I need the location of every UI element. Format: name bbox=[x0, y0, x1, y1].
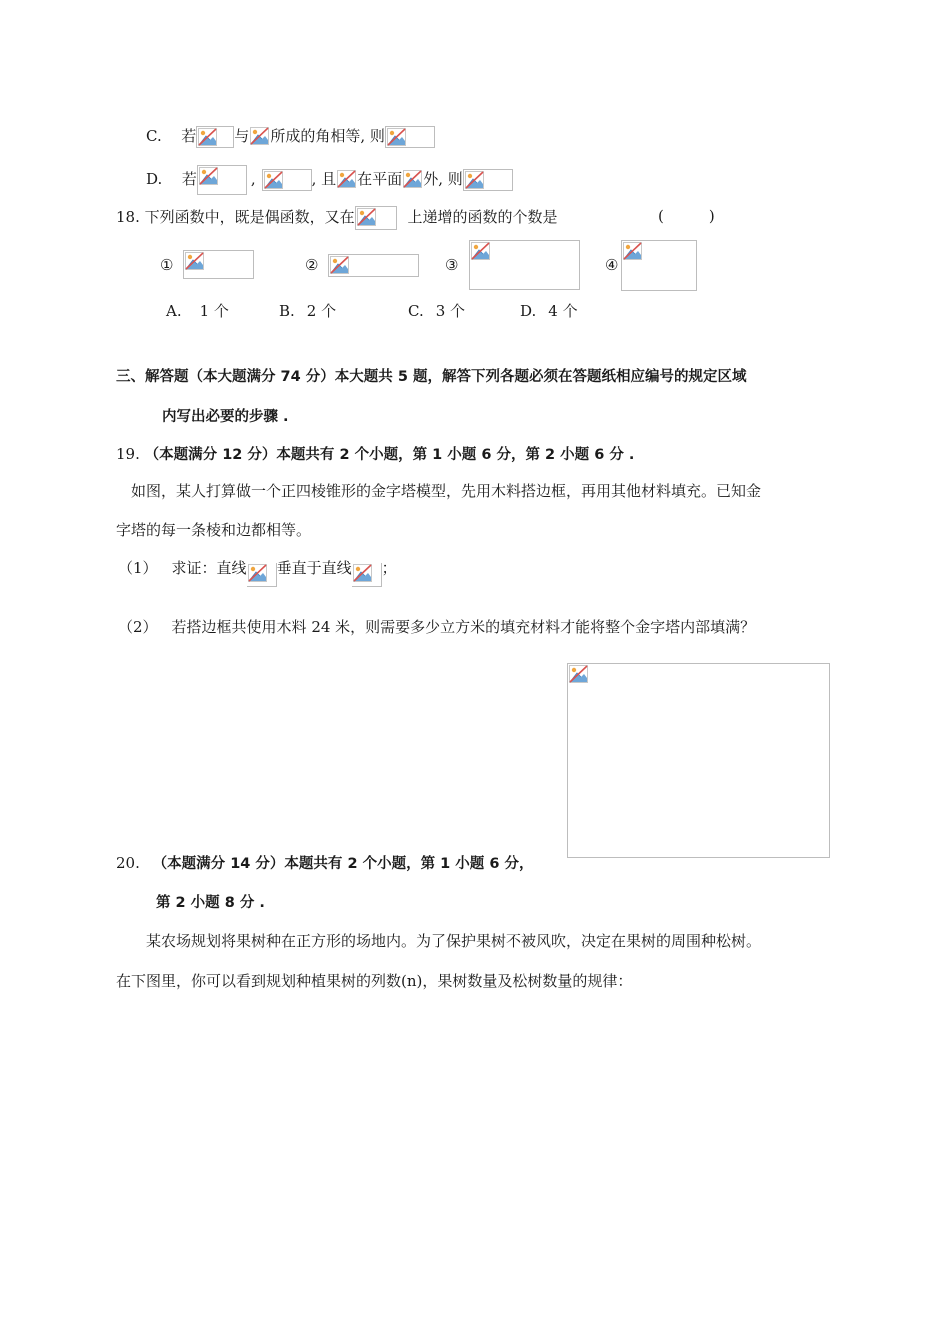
option-label: D. bbox=[146, 170, 163, 188]
part-1 bbox=[118, 557, 397, 581]
text: 上递增的函数的个数是 bbox=[407, 208, 558, 226]
text: 若搭边框共使用木料 24 米，则需要多少立方米的填充材料才能将整个金字塔内部填满？ bbox=[171, 618, 756, 636]
broken-image-icon bbox=[197, 165, 247, 195]
item-3-marker: ③ bbox=[445, 256, 459, 274]
text: , bbox=[250, 170, 256, 188]
text: 与 bbox=[234, 127, 250, 145]
part-label: （2） bbox=[118, 618, 158, 636]
text: 求证：直线 bbox=[171, 559, 247, 577]
question-19-para-cont: 字塔的每一条棱和边都相等。 bbox=[116, 521, 312, 539]
choice-d bbox=[520, 301, 578, 321]
choice-c bbox=[408, 301, 465, 321]
question-number: 20. bbox=[116, 854, 140, 872]
broken-image-icon bbox=[385, 126, 435, 148]
question-20-header bbox=[116, 853, 533, 874]
choice-text: 4 个 bbox=[548, 302, 578, 320]
choice-a bbox=[166, 301, 229, 321]
section-heading: 三、解答题（本大题满分 74 分）本大题共 5 题，解答下列各题必须在答题纸相应编号的规定区域 bbox=[116, 369, 747, 385]
pyramid-figure-image bbox=[567, 663, 830, 858]
choice-label: B. bbox=[279, 302, 295, 320]
choice-text: 2 个 bbox=[306, 302, 337, 320]
choice-label: A. bbox=[166, 302, 182, 320]
option-d-row bbox=[146, 165, 513, 195]
section-heading-cont: 内写出必要的步骤 . bbox=[162, 409, 289, 425]
choice-label: C. bbox=[408, 302, 424, 320]
broken-image-icon bbox=[621, 240, 697, 291]
question-header: （本题满分 14 分）本题共有 2 个小题，第 1 小题 6 分， bbox=[152, 856, 534, 872]
question-19-header bbox=[116, 444, 634, 465]
question-20-para-cont: 在下图里，你可以看到规划种植果树的列数(n)，果树数量及松树数量的规律： bbox=[116, 972, 633, 990]
broken-image-icon bbox=[402, 169, 423, 191]
item-4-marker: ④ bbox=[605, 256, 619, 274]
question-19-para: 如图，某人打算做一个正四棱锥形的金字塔模型，先用木料搭边框，再用其他材料填充。已知金 bbox=[131, 482, 762, 500]
text: 外, 则 bbox=[423, 170, 463, 188]
broken-image-icon bbox=[352, 563, 382, 587]
broken-image-icon bbox=[328, 254, 419, 277]
broken-image-icon bbox=[355, 206, 397, 230]
question-20-header-cont: 第 2 小题 8 分 . bbox=[156, 895, 265, 911]
broken-image-icon bbox=[183, 250, 254, 279]
item-1-marker: ① bbox=[160, 256, 174, 274]
broken-image-icon bbox=[262, 169, 312, 191]
broken-image-icon bbox=[249, 126, 270, 148]
text: , 且 bbox=[311, 170, 337, 188]
part-2 bbox=[118, 617, 755, 637]
question-18-stem bbox=[116, 206, 557, 230]
text: 垂直于直线 bbox=[276, 559, 352, 577]
choice-label: D. bbox=[520, 302, 537, 320]
text: 在平面 bbox=[357, 170, 403, 188]
option-label: C. bbox=[146, 127, 162, 145]
text: 若 bbox=[181, 127, 197, 145]
question-header: （本题满分 12 分）本题共有 2 个小题，第 1 小题 6 分，第 2 小题 6 分 . bbox=[144, 447, 635, 463]
answer-paren: ( ) bbox=[658, 207, 715, 225]
broken-image-icon bbox=[247, 563, 277, 587]
question-20-para: 某农场规划将果树种在正方形的场地内。为了保护果树不被风吹，决定在果树的周围种松树。 bbox=[146, 932, 762, 950]
item-2-marker: ② bbox=[305, 256, 319, 274]
broken-image-icon bbox=[463, 169, 513, 191]
choice-text: 3 个 bbox=[435, 302, 466, 320]
question-number: 19. bbox=[116, 445, 140, 463]
text: 若 bbox=[181, 170, 197, 188]
broken-image-icon bbox=[336, 169, 357, 191]
broken-image-icon bbox=[469, 240, 580, 290]
text: 所成的角相等, 则 bbox=[270, 127, 385, 145]
choice-text: 1 个 bbox=[199, 302, 229, 320]
broken-image-icon bbox=[196, 126, 234, 148]
choice-b bbox=[279, 301, 336, 321]
option-c-row bbox=[146, 126, 435, 148]
text: ； bbox=[381, 559, 397, 577]
text: 下列函数中，既是偶函数，又在 bbox=[144, 208, 355, 226]
part-label: （1） bbox=[118, 559, 158, 577]
question-number: 18. bbox=[116, 208, 140, 226]
